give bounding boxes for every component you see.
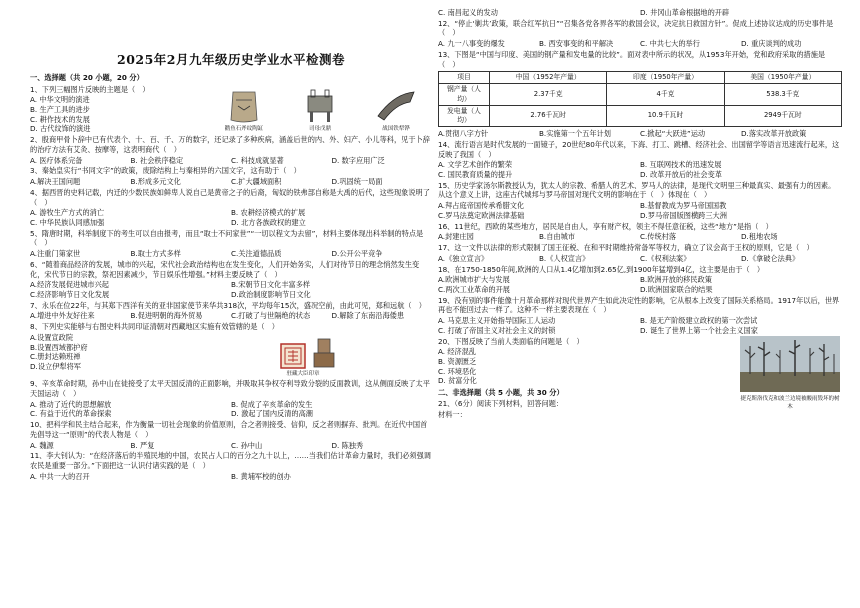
table-header-cell: 美国（1950年产量） bbox=[724, 72, 841, 84]
q16-option-a[interactable]: A.封建庄园 bbox=[438, 232, 474, 242]
q13-option-c[interactable]: C.掀起“大跃进”运动 bbox=[640, 129, 706, 139]
q12-option-d[interactable]: D. 重庆谈判的成功 bbox=[741, 39, 802, 49]
q10-stem: 10、把科学和民主结合起来，作为衡量一切社会现象的价值原则，合之者则接受、信仰，反之者则摒弃、批判。在近代中国首先倡导这一“原则”的代表人物是（ ） bbox=[30, 420, 428, 439]
q17-option-d[interactable]: D.《拿破仑法典》 bbox=[741, 253, 800, 263]
q4-option-c[interactable]: C. 中华民族认同感加强 bbox=[30, 217, 105, 227]
q6-option-b[interactable]: B.宋朝节日文化丰富多样 bbox=[231, 280, 311, 290]
pottery-jar-image bbox=[210, 86, 278, 135]
q18-stem: 18、在1750-1850年间,欧洲的人口从1.4亿增加到2.65亿,到1900年猛增到4亿，这主要是由于（ ） bbox=[438, 264, 765, 274]
q18-option-a[interactable]: A.欧洲城市扩大与发展 bbox=[438, 275, 510, 285]
q2-stem: 2、殷商甲骨卜辞中已有代表个、十、百、千、万的数字，还记录了多种疾病，涵盖后世的内、外、妇产、小儿等科，见于卜辞的治疗方法有艾灸、按摩等，这表明商代（ ） bbox=[30, 135, 430, 154]
q16-stem: 16、11世纪，西欧的某些地方，居民是自由人，享有财产权，领主不得任意征税，这些“地方”是指（ ） bbox=[438, 221, 773, 231]
table-cell: 2949千瓦时 bbox=[724, 105, 841, 126]
q2-option-a[interactable]: A. 医疗体系完备 bbox=[30, 155, 83, 165]
q20-stem: 20、下图反映了当前人类面临的问题是（ ） bbox=[438, 336, 584, 346]
q21-stem: 21、（6分）阅读下列材料，回答问题： bbox=[438, 398, 564, 408]
bronze-ding-image bbox=[286, 86, 354, 135]
q9-stem: 9、辛亥革命时期，孙中山在徒接受了太平天国反清的正面影响，并吸取其争权夺利导致分裂的反面教训，这从侧面反映了太平天国运动（ ） bbox=[30, 379, 430, 398]
q1-option-d[interactable]: D. 古代纹饰的演进 bbox=[30, 124, 91, 134]
question-1 bbox=[30, 84, 432, 135]
q9-option-b[interactable]: B. 促成了辛亥革命的发生 bbox=[231, 399, 313, 409]
q1-option-b[interactable]: B. 生产工具的进步 bbox=[30, 105, 90, 115]
q7-option-a[interactable]: A.增进中外友好往来 bbox=[30, 311, 95, 321]
q4-options bbox=[30, 208, 432, 227]
q17-options bbox=[438, 254, 842, 264]
q9-options bbox=[30, 400, 432, 419]
q18-option-b[interactable]: B.欧洲开放的移民政策 bbox=[640, 275, 712, 285]
table-header-cell: 中国（1952年产量） bbox=[490, 72, 607, 84]
q3-option-d[interactable]: D.巩固统一局面 bbox=[331, 177, 383, 187]
q17-option-b[interactable]: B.《人权宣言》 bbox=[539, 253, 590, 263]
q20-option-b[interactable]: B. 资源匮乏 bbox=[438, 356, 477, 366]
q1-stem: 1、下列三幅图片反映的主题是（ ） bbox=[30, 84, 150, 94]
q20-option-a[interactable]: A. 经济混乱 bbox=[438, 347, 477, 357]
q1-image-caption-3: 战国铁犁铧 bbox=[382, 125, 410, 132]
q15-option-a[interactable]: A.拜占庭帝国传承希腊文化 bbox=[438, 201, 525, 211]
table-row bbox=[439, 84, 842, 105]
q14-option-a[interactable]: A. 文学艺术创作的繁荣 bbox=[438, 160, 513, 170]
q20-option-d[interactable]: D. 贫富分化 bbox=[438, 376, 477, 386]
q3-options bbox=[30, 177, 432, 187]
q1-image-caption-1: 鹳鱼石斧纹陶缸 bbox=[224, 125, 264, 132]
q4-option-a[interactable]: A. 游牧生产方式的消亡 bbox=[30, 208, 105, 218]
q7-stem: 7、永乐在位22年，与其郑下西洋有关的亚非国家使节来华共318次，平均每年15次，盛况空前，由此可见，郑和远航（ ） bbox=[30, 300, 426, 310]
q7-options bbox=[30, 311, 432, 321]
table-cell: 4千克 bbox=[607, 84, 724, 105]
photo-caption: 捷克斯洛伐克和波兰边境被酸雨毁坏的树木 bbox=[740, 396, 840, 410]
q6-options bbox=[30, 280, 432, 299]
q12-options bbox=[438, 39, 842, 49]
q16-option-d[interactable]: D.租地农场 bbox=[741, 232, 778, 242]
q9-option-a[interactable]: A. 推动了近代的思想解放 bbox=[30, 399, 112, 409]
table-cell: 538.3千克 bbox=[724, 84, 841, 105]
q17-stem: 17、这一文件以法律的形式限制了国王征税、在和平时期维持常备军等权力，确立了议会高于王权的原则，它是（ ） bbox=[438, 243, 814, 253]
q17-option-a[interactable]: A.《独立宣言》 bbox=[438, 253, 489, 263]
q18-option-c[interactable]: C.两次工业革命的开展 bbox=[438, 284, 510, 294]
q19-options bbox=[438, 316, 842, 335]
q13-stem: 13、下图是“中国与印度、美国的钢产量和发电量的比较”。面对表中所示的状况，从1953年开始，党和政府采取的措施是（ ） bbox=[438, 49, 826, 69]
q8-option-a[interactable]: A.设置宣政院 bbox=[30, 332, 74, 342]
q14-options bbox=[438, 160, 842, 179]
q4-stem: 4、据西晋的史料记载，内迁的少数民族如鲜卑人说自己是黄帝之子的后裔，匈奴的铁弗部自称是大禹的后代，这些现象说明了（ ） bbox=[30, 187, 430, 207]
q19-stem: 19、没有别的事件能像十月革命那样对现代世界产生如此决定性的影响，它从根本上改变了国际关系格局。1917年以后，世界再也不能回过去一样了。这种不一样主要表现在（ ） bbox=[438, 295, 840, 315]
table-cell: 10.9千瓦时 bbox=[607, 105, 724, 126]
q13-option-d[interactable]: D.落实改革开放政策 bbox=[741, 129, 807, 139]
q12-option-a[interactable]: A. 九一八事变的爆发 bbox=[438, 39, 505, 49]
q5-option-a[interactable]: A.注重门第家世 bbox=[30, 249, 81, 259]
question-8 bbox=[30, 333, 432, 378]
q13-options bbox=[438, 129, 842, 139]
q4-option-d[interactable]: D. 北方各族政权的建立 bbox=[231, 217, 306, 227]
q7-option-b[interactable]: B.促进明朝的海外贸易 bbox=[130, 311, 203, 321]
q18-options bbox=[438, 275, 842, 294]
seal-stamp-icon bbox=[280, 343, 306, 369]
q13-option-a[interactable]: A.贯彻八字方针 bbox=[438, 129, 489, 139]
q10-option-a[interactable]: A. 魏源 bbox=[30, 440, 54, 450]
q5-stem: 5、隋唐时期，科举制度下的考生可以自由报考，而且“取士不问家世”“一切以程文为去留”，材料主要体现出科举制的特点是（ ） bbox=[30, 228, 424, 248]
q3-option-c[interactable]: C.扩大疆域面积 bbox=[231, 177, 282, 187]
q16-option-c[interactable]: C.传统村落 bbox=[640, 232, 677, 242]
q5-option-c[interactable]: C.关注道德品质 bbox=[231, 249, 282, 259]
table-row-label: 发电量（人均） bbox=[439, 105, 490, 126]
q2-option-c[interactable]: C. 科技成就显著 bbox=[231, 155, 284, 165]
q2-option-b[interactable]: B. 社会秩序稳定 bbox=[130, 155, 184, 165]
q6-stem: 6、“随着商品经济的发展，城市的兴起，宋代社会政治结构也在发生变化，人们开始务实，人们对待节日的理念悄然发生变化，宋代节日的宗教，祭祀因素减少，节日娱乐性增强。”材料主要反映了（ ） bbox=[30, 259, 420, 279]
seal-caption: 驻藏大臣印章 bbox=[286, 370, 320, 377]
q14-option-d[interactable]: D. 改革开放后的社会变革 bbox=[640, 170, 722, 180]
q6-option-a[interactable]: A.经济发展促进城市兴起 bbox=[30, 280, 109, 290]
q21-material: 材料一： bbox=[438, 409, 467, 419]
q10-options bbox=[30, 441, 432, 451]
q10-option-c[interactable]: C. 孙中山 bbox=[231, 440, 263, 450]
q11-options-part2 bbox=[438, 8, 842, 18]
q3-stem: 3、秦始皇实行“书同文字”的政策，废除结构上与秦相异的六国文字，这有助于（ ） bbox=[30, 166, 301, 176]
q8-option-d[interactable]: D.设立伊犁将军 bbox=[30, 362, 81, 371]
q15-option-d[interactable]: D.罗马帝国版图横跨三大洲 bbox=[640, 210, 727, 220]
q1-option-c[interactable]: C. 耕作技术的发展 bbox=[30, 114, 90, 124]
seal-figure bbox=[270, 333, 336, 378]
q20-option-c[interactable]: C. 环境恶化 bbox=[438, 366, 477, 376]
q8-stem: 8、下列史实能够与右图史料共同印证清朝对西藏地区实施有效管辖的是（ ） bbox=[30, 322, 279, 332]
q2-option-d[interactable]: D. 数字应用广泛 bbox=[331, 155, 385, 165]
q19-option-c[interactable]: C. 打破了帝国主义对社会主义的封锁 bbox=[438, 325, 556, 335]
question-20 bbox=[438, 336, 842, 421]
seal-block-icon bbox=[312, 337, 336, 369]
left-column bbox=[30, 0, 432, 608]
q5-options bbox=[30, 249, 432, 259]
q11-stem: 11、李大钊认为：“在经济落后的半殖民地的中国，农民占人口的百分之九十以上，……当我们估计革命力量时，我们必须强调农民是重要一部分。”下面把这一认识付诸实践的是（ ） bbox=[30, 451, 431, 471]
acid-rain-photo bbox=[738, 336, 842, 421]
section2-header: 二、非选择题（共 5 小题，共 30 分） bbox=[438, 388, 564, 398]
q12-stem: 12、“停止‘剿共’政策，联合红军抗日”“召集各党各界各军的救国会议，决定抗日救国方针”。促成上述协议达成的历史事件是（ ） bbox=[438, 18, 834, 38]
q4-option-b[interactable]: B. 农耕经济模式的扩展 bbox=[231, 208, 306, 218]
table-header-cell: 项目 bbox=[439, 72, 490, 84]
exam-title: 2025年2月九年级历史学业水平检测卷 bbox=[117, 52, 345, 67]
table-cell: 2.37千克 bbox=[490, 84, 607, 105]
q10-option-b[interactable]: B. 严复 bbox=[130, 440, 155, 450]
q17-option-c[interactable]: C.《权利法案》 bbox=[640, 253, 691, 263]
q6-option-d[interactable]: D.政治制度影响节日文化 bbox=[231, 289, 311, 299]
q14-option-b[interactable]: B. 互联网技术的迅速发展 bbox=[640, 160, 722, 170]
section1-header: 一、选择题（共 20 小题，20 分） bbox=[30, 72, 144, 82]
q15-options bbox=[438, 201, 842, 220]
right-column bbox=[438, 0, 842, 608]
q16-options bbox=[438, 232, 842, 242]
q19-option-d[interactable]: D. 诞生了世界上第一个社会主义国家 bbox=[640, 325, 758, 335]
q10-option-d[interactable]: D. 陈独秀 bbox=[331, 440, 364, 450]
q8-option-b[interactable]: B.设置西域都护府 bbox=[30, 342, 88, 352]
q2-options bbox=[30, 156, 432, 166]
q5-option-b[interactable]: B.取士方式多样 bbox=[130, 249, 181, 259]
q18-option-d[interactable]: D.欧洲国家联合的结果 bbox=[640, 284, 713, 294]
q15-stem: 15、历史学家汤尔斯教授认为，犹太人的宗教、希腊人的艺术、罗马人的法律，是现代文明里三种最真实、最强有力的因素。从这个意义上讲，这座古代城邦与罗马帝国对现代文明的影响在于（ ）体现在（ ） bbox=[438, 180, 836, 200]
q13-comparison-table bbox=[438, 71, 842, 127]
q7-option-c[interactable]: C.打破了与世隔绝的状态 bbox=[231, 311, 311, 321]
q9-option-d[interactable]: D. 激起了国内反清的高潮 bbox=[231, 409, 313, 419]
q14-stem: 14、流行语言是时代发展的一面镜子，20世纪80年代以来，下海、打工、跳槽、经济社会、出国留学等语言迅速流行起来，这反映了我国（ ） bbox=[438, 139, 840, 159]
q11-option-a[interactable]: A. 中共一大的召开 bbox=[30, 471, 90, 481]
iron-plough-image bbox=[362, 86, 430, 135]
q12-option-c[interactable]: C. 中共七大的举行 bbox=[640, 39, 700, 49]
q11-option-d[interactable]: D. 井冈山革命根据地的开辟 bbox=[640, 8, 730, 17]
q3-option-b[interactable]: B.形成多元文化 bbox=[130, 177, 181, 187]
q9-option-c[interactable]: C. 有益于近代的革命探索 bbox=[30, 409, 112, 419]
q11-option-c[interactable]: C. 南昌起义的发动 bbox=[438, 8, 498, 17]
q8-option-c[interactable]: C.册封达赖班禅 bbox=[30, 352, 81, 362]
dead-trees-image bbox=[740, 336, 840, 392]
q16-option-b[interactable]: B.自由城市 bbox=[539, 232, 575, 242]
table-cell: 2.76千瓦时 bbox=[490, 105, 607, 126]
q3-option-a[interactable]: A.解决王国问题 bbox=[30, 177, 81, 187]
q14-option-c[interactable]: C. 国民教育质量的提升 bbox=[438, 170, 513, 180]
q11-options-part1 bbox=[30, 472, 432, 482]
q11-option-b[interactable]: B. 黄埔军校的创办 bbox=[231, 471, 291, 481]
q12-option-b[interactable]: B. 西安事变的和平解决 bbox=[539, 39, 614, 49]
q19-option-a[interactable]: A. 马克思主义开始指导国际工人运动 bbox=[438, 316, 556, 326]
table-header-row bbox=[439, 72, 842, 84]
table-row-label: 钢产量（人均） bbox=[439, 84, 490, 105]
table-header-cell: 印度（1950年产量） bbox=[607, 72, 724, 84]
q13-option-b[interactable]: B.实施第一个五年计划 bbox=[539, 129, 611, 139]
q15-option-c[interactable]: C.罗马法奠定欧洲法律基础 bbox=[438, 210, 525, 220]
q7-option-d[interactable]: D.解除了东南沿海倭患 bbox=[331, 311, 405, 321]
q6-option-c[interactable]: C.经济影响节日文化发展 bbox=[30, 289, 110, 299]
q5-option-d[interactable]: D.公开公平竞争 bbox=[331, 249, 383, 259]
q1-image-caption-2: 司母戊鼎 bbox=[308, 125, 331, 132]
q19-option-b[interactable]: B. 是无产阶级建立政权的第一次尝试 bbox=[640, 316, 758, 326]
q1-option-a[interactable]: A. 中华文明的演进 bbox=[30, 95, 90, 105]
q1-images bbox=[210, 86, 430, 135]
table-row bbox=[439, 105, 842, 126]
q15-option-b[interactable]: B.基督教成为罗马帝国国教 bbox=[640, 201, 727, 211]
